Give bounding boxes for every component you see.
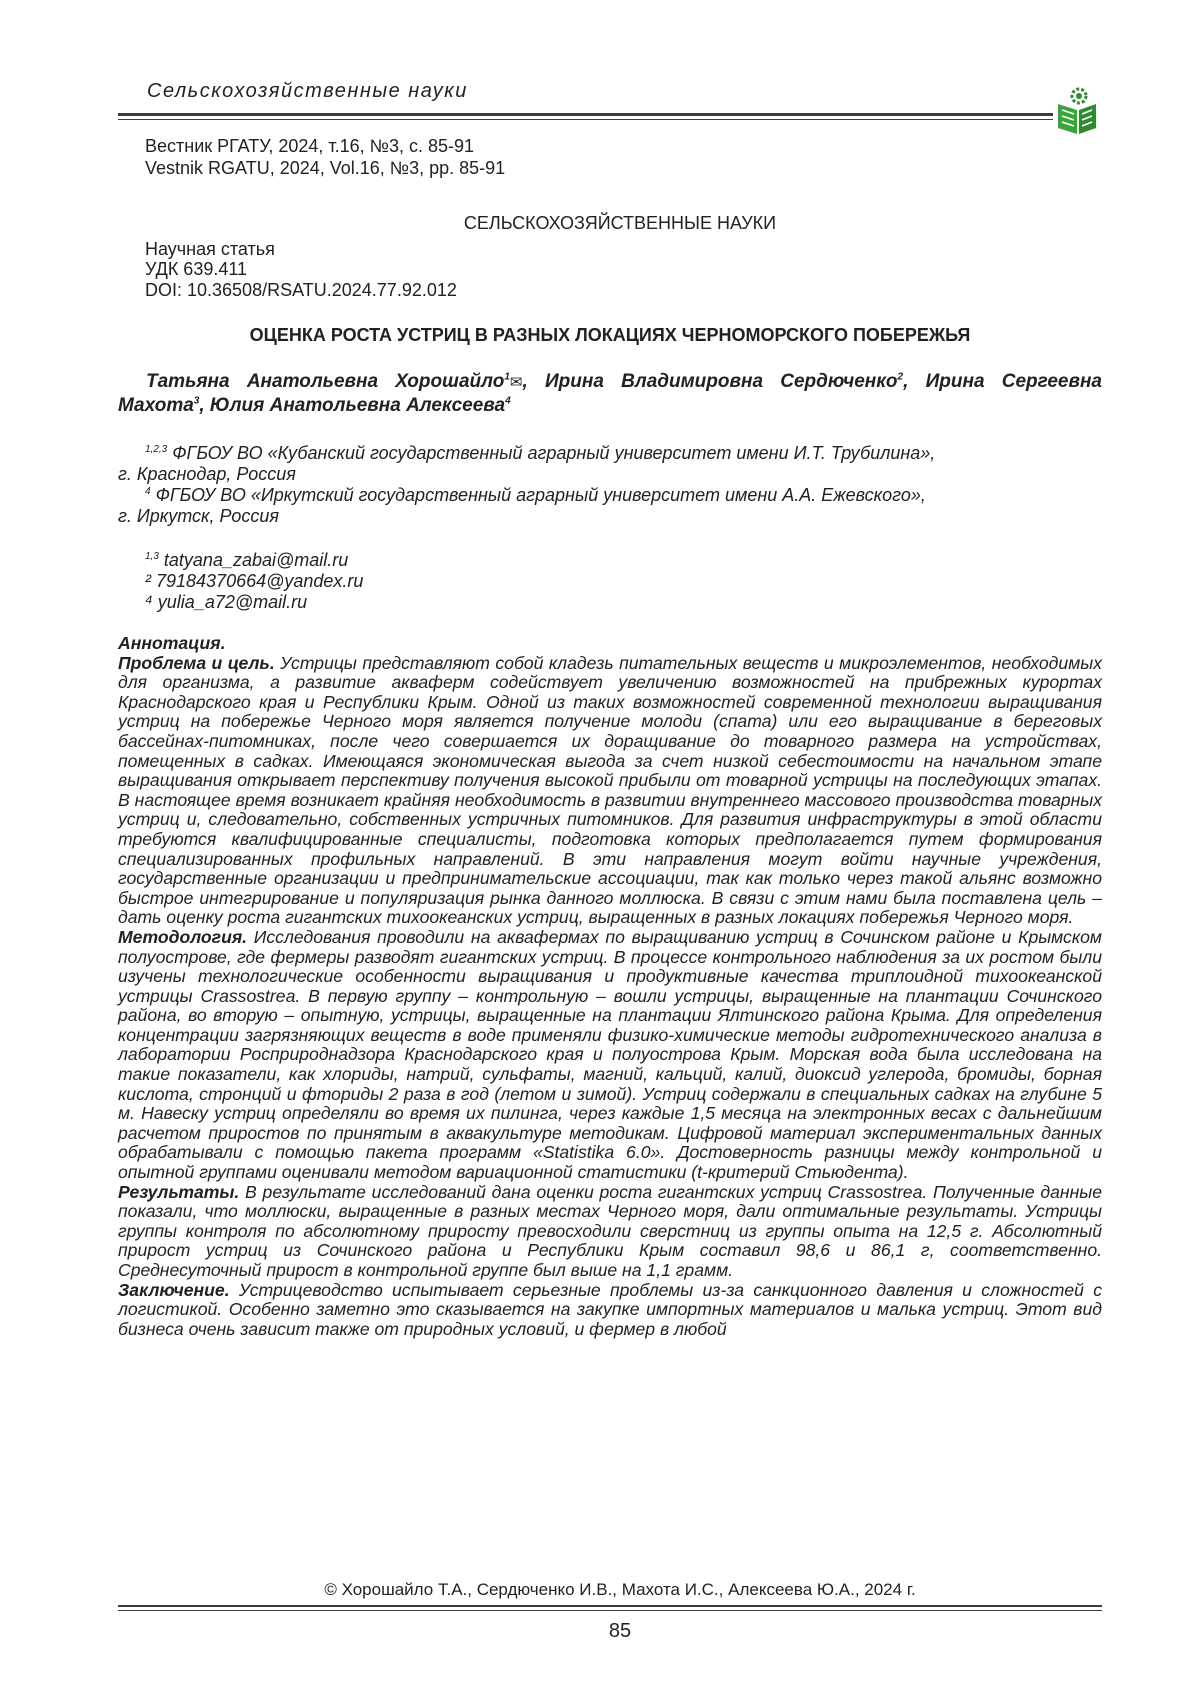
results-text: В результате исследований дана оценки роста гигантских устриц Crassostrea. Полученные данные показали, что моллюски, выращенные в разных местах Черного моря, дали оптимальные результаты. Устрицы группы контроля по абсолютному приросту превосходили сверстниц из группы опыта на 12,5 г. Абсолютный прирост устриц из Сочинского района и Республики Крым составил 98,6 и 86,1 г, соответственно. Среднесуточный прирост в контрольной группе был выше на 1,1 грамм. bbox=[118, 1181, 1102, 1280]
footer-rule-thin bbox=[118, 1610, 1102, 1611]
email-3[interactable]: ⁴ yulia_a72@mail.ru bbox=[145, 592, 308, 612]
affiliation-1-city: г. Краснодар, Россия bbox=[118, 464, 296, 484]
abstract-method bbox=[118, 928, 1102, 1183]
author-2: , Ирина Владимировна Сердюченко bbox=[522, 371, 898, 392]
journal-ref-en: Vestnik RGATU, 2024, Vol.16, №3, pp. 85-91 bbox=[145, 158, 506, 178]
affiliation-1-text: ФГБОУ ВО «Кубанский государственный аграрный университет имени И.Т. Трубилина», bbox=[167, 443, 936, 463]
udc: УДК 639.411 bbox=[145, 259, 248, 279]
author-1: Татьяна Анатольевна Хорошайло bbox=[146, 371, 505, 392]
problem-text: Устрицы представляют собой кладезь питательных веществ и микроэлементов, необходимых для организма, а развитие акваферм содействует увеличению возможностей на прибрежных курортах Краснодарского края и Республики Крым. Одной из таких возможностей современной технологии выращивания устриц на побережье Черного моря является получение молоди (спата) или его выращивание в береговых бассейнах-питомниках, после чего совершается их доращивание до товарного размера на устройствах, помещенных в садках. Имеющаяся экономическая выгода за счет низкой себестоимости на начальном этапе выращивания открывает перспективу получения высокой прибыли от товарной устрицы на последующих этапах. В настоящее время возникает крайняя необходимость в развитии внутреннего массового производства товарных устриц и, следовательно, собственных устричных питомников. Для развития инфраструктуры в этой области требуются квалифицированные специалисты, подготовка которых предполагается путем формирования специализированных профильных направлений. В эти направления могут войти научные учреждения, государственные организации и предпринимательские ассоциации, так как только через такой альянс возможно быстрое интегрирование и популяризация рынка данного моллюска. В связи с этим нами была поставлена цель – дать оценку роста гигантских тихоокеанских устриц, выращенных в разных локациях побережья Черного моря. bbox=[118, 652, 1102, 928]
abstract-results bbox=[118, 1183, 1102, 1281]
article-type: Научная статья bbox=[145, 239, 275, 259]
running-header: Сельскохозяйственные науки bbox=[147, 80, 468, 102]
affiliation-2-text: ФГБОУ ВО «Иркутский государственный аграрный университет имени А.А. Ежевского», bbox=[150, 485, 926, 505]
author-3-sup: 3 bbox=[193, 395, 200, 407]
abstract-problem bbox=[118, 654, 1102, 928]
email-1-text[interactable]: tatyana_zabai@mail.ru bbox=[158, 550, 349, 570]
copyright: © Хорошайло Т.А., Сердюченко И.В., Махота И.С., Алексеева Ю.А., 2024 г. bbox=[324, 1580, 916, 1599]
abstract-heading: Аннотация. bbox=[118, 633, 226, 653]
section-title: СЕЛЬСКОХОЗЯЙСТВЕННЫЕ НАУКИ bbox=[463, 213, 777, 233]
author-2-sup: 2 bbox=[897, 371, 904, 383]
email-1[interactable] bbox=[145, 550, 348, 571]
problem-label: Проблема и цель. bbox=[118, 652, 275, 673]
results-label: Результаты. bbox=[118, 1181, 240, 1202]
author-1-sup: 1 bbox=[504, 371, 510, 383]
abstract bbox=[118, 634, 1102, 1339]
affiliation-1-line-1 bbox=[145, 443, 935, 464]
footer-rule bbox=[118, 1605, 1102, 1607]
header-rule bbox=[118, 113, 1053, 116]
affiliation-2-city: г. Иркутск, Россия bbox=[118, 506, 279, 526]
page-number: 85 bbox=[608, 1620, 632, 1642]
header-rule-thin bbox=[118, 119, 1053, 120]
conclusion-text: Устрицеводство испытывает серьезные проблемы из-за санкционного давления и сложностей с логистикой. Особенно заметно это сказывается на закупке импортных материалов и малька устриц. Этот вид бизнеса очень зависит также от природных условий, и фермер в любой bbox=[118, 1279, 1102, 1339]
affiliation-2-line-1 bbox=[145, 485, 926, 506]
affiliation-2-sup: 4 bbox=[145, 486, 151, 497]
method-text: Исследования проводили на аквафермах по выращиванию устриц в Сочинском районе и Крымском полуострове, где фермеры разводят гигантских устриц. В процессе контрольного наблюдения за их ростом были изучены технологические особенности выращивания и продуктивные качества триплоидной тихоокеанской устрицы Crassostrea. В первую группу – контрольную – вошли устрицы, выращенные на плантации Сочинского района, во вторую – опытную, устрицы, выращенные на плантации Ялтинского района Крыма. Для определения концентрации загрязняющих веществ в воде применяли физико-химические методы гидротехнического анализа в лаборатории Росприроднадзора Краснодарского края и полуострова Крым. Морская вода была исследована на такие показатели, как хлориды, натрий, сульфаты, магний, кальций, калий, диоксид углерода, бромиды, борная кислота, стронций и фториды 2 раза в год (летом и зимой). Устриц содержали в специальных садках на глубине 5 м. Навеску устриц определяли во время их пилинга, через каждые 1,5 месяца на электронных весах с дальнейшим расчетом приростов по принятым в аквакультуре методикам. Цифровой материал экспериментальных данных обрабатывали с помощью пакета программ «Statistika 6.0». Достоверность разницы между контрольной и опытной группами оценивали методом вариационной статистики (t-критерий Стьюдента). bbox=[118, 926, 1102, 1183]
conclusion-label: Заключение. bbox=[118, 1279, 230, 1300]
article-title: ОЦЕНКА РОСТА УСТРИЦ В РАЗНЫХ ЛОКАЦИЯХ ЧЕРНОМОРСКОГО ПОБЕРЕЖЬЯ bbox=[249, 325, 971, 345]
author-4-sup: 4 bbox=[505, 395, 511, 407]
author-4: , Юлия Анатольевна Алексеева bbox=[199, 395, 506, 416]
envelope-icon[interactable]: ✉ bbox=[509, 374, 523, 391]
journal-logo-icon bbox=[1054, 86, 1100, 136]
affiliation-1-sup: 1,2,3 bbox=[145, 444, 168, 455]
email-2[interactable]: ² 79184370664@yandex.ru bbox=[145, 571, 364, 591]
method-label: Методология. bbox=[118, 926, 248, 947]
abstract-conclusion bbox=[118, 1281, 1102, 1340]
author-3: , Ирина Сергеевна Махота bbox=[118, 371, 1102, 416]
journal-ref-ru: Вестник РГАТУ, 2024, т.16, №3, с. 85-91 bbox=[145, 136, 475, 156]
doi: DOI: 10.36508/RSATU.2024.77.92.012 bbox=[145, 280, 457, 300]
email-1-sup: 1,3 bbox=[145, 551, 159, 562]
authors bbox=[118, 370, 1102, 417]
